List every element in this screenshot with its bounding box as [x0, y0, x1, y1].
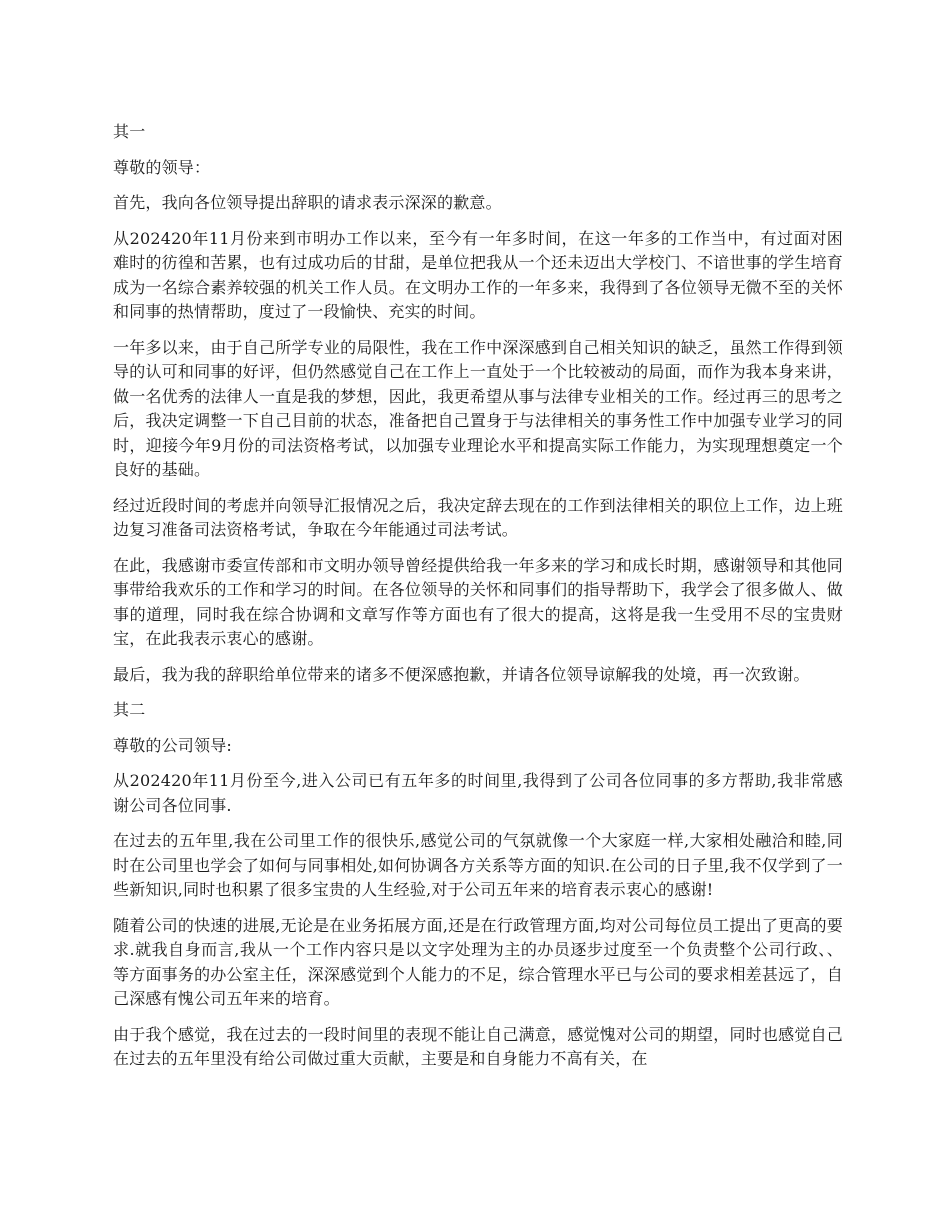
body-paragraph: 经过近段时间的考虑并向领导汇报情况之后，我决定辞去现在的工作到法律相关的职位上工作，边上班边复习准备司法资格考试，争取在今年能通过司法考试。 [113, 495, 843, 539]
salutation-two: 尊敬的公司领导: [113, 735, 232, 755]
body-paragraph: 从202420年11月份至今,进入公司已有五年多的时间里,我得到了公司各位同事的多方帮助,我非常感谢公司各位同事. [113, 771, 843, 815]
document-page [113, 120, 843, 1083]
salutation-one: 尊敬的领导： [113, 157, 211, 177]
body-paragraph: 首先，我向各位领导提出辞职的请求表示深深的歉意。 [113, 193, 502, 212]
section-heading-two: 其二 [113, 700, 146, 719]
body-paragraph: 随着公司的快速的进展,无论是在业务拓展方面,还是在行政管理方面,均对公司每位员工提出了更高的要求.就我自身而言,我从一个工作内容只是以文字处理为主的办员逐步过度至一个负责整个公司行政、、等方面事务的办公室主任，深深感觉到个人能力的不足，综合管理水平已与公司的要求相差甚远了，自己深感有愧公司五年来的培育。 [113, 915, 843, 1008]
body-paragraph: 在此，我感谢市委宣传部和市文明办领导曾经提供给我一年多来的学习和成长时期，感谢领导和其他同事带给我欢乐的工作和学习的时间。在各位领导的关怀和同事们的指导帮助下，我学会了很多做人、做事的道理，同时我在综合协调和文章写作等方面也有了很大的提高，这将是我一生受用不尽的宝贵财宝，在此我表示衷心的感谢。 [113, 555, 843, 648]
body-paragraph: 一年多以来，由于自己所学专业的局限性，我在工作中深深感到自己相关知识的缺乏，虽然工作得到领导的认可和同事的好评，但仍然感觉自己在工作上一直处于一个比较被动的局面，而作为我本身来讲，做一名优秀的法律人一直是我的梦想，因此，我更希望从事与法律专业相关的工作。经过再三的思考之后，我决定调整一下自己目前的状态，准备把自己置身于与法律相关的事务性工作中加强专业学习的同时，迎接今年9月份的司法资格考试，以加强专业理论水平和提高实际工作能力，为实现理想奠定一个良好的基础。 [113, 337, 843, 479]
closing-paragraph: 最后，我为我的辞职给单位带来的诸多不便深感抱歉，并请各位领导谅解我的处境，再一次致谢。 [113, 664, 810, 684]
body-paragraph: 从202420年11月份来到市明办工作以来，至今有一年多时间，在这一年多的工作当中，有过面对困难时的彷徨和苦累，也有过成功后的甘甜，是单位把我从一个还未迈出大学校门、不谙世事的学生培育成为一名综合素养较强的机关工作人员。在文明办工作的一年多来，我得到了各位领导无微不至的关怀和同事的热情帮助，度过了一段愉快、充实的时间。 [113, 228, 843, 321]
body-paragraph: 在过去的五年里,我在公司里工作的很快乐,感觉公司的气氛就像一个大家庭一样,大家相处融洽和睦,同时在公司里也学会了如何与同事相处,如何协调各方关系等方面的知识.在公司的日子里,我不仅学到了一些新知识,同时也积累了很多宝贵的人生经验,对于公司五年来的培育表示衷心的感谢! [113, 831, 843, 899]
body-paragraph: 由于我个感觉，我在过去的一段时间里的表现不能让自己满意，感觉愧对公司的期望，同时也感觉自己在过去的五年里没有给公司做过重大贡献，主要是和自身能力不高有关，在 [113, 1024, 843, 1068]
section-heading-one: 其一 [113, 122, 146, 141]
